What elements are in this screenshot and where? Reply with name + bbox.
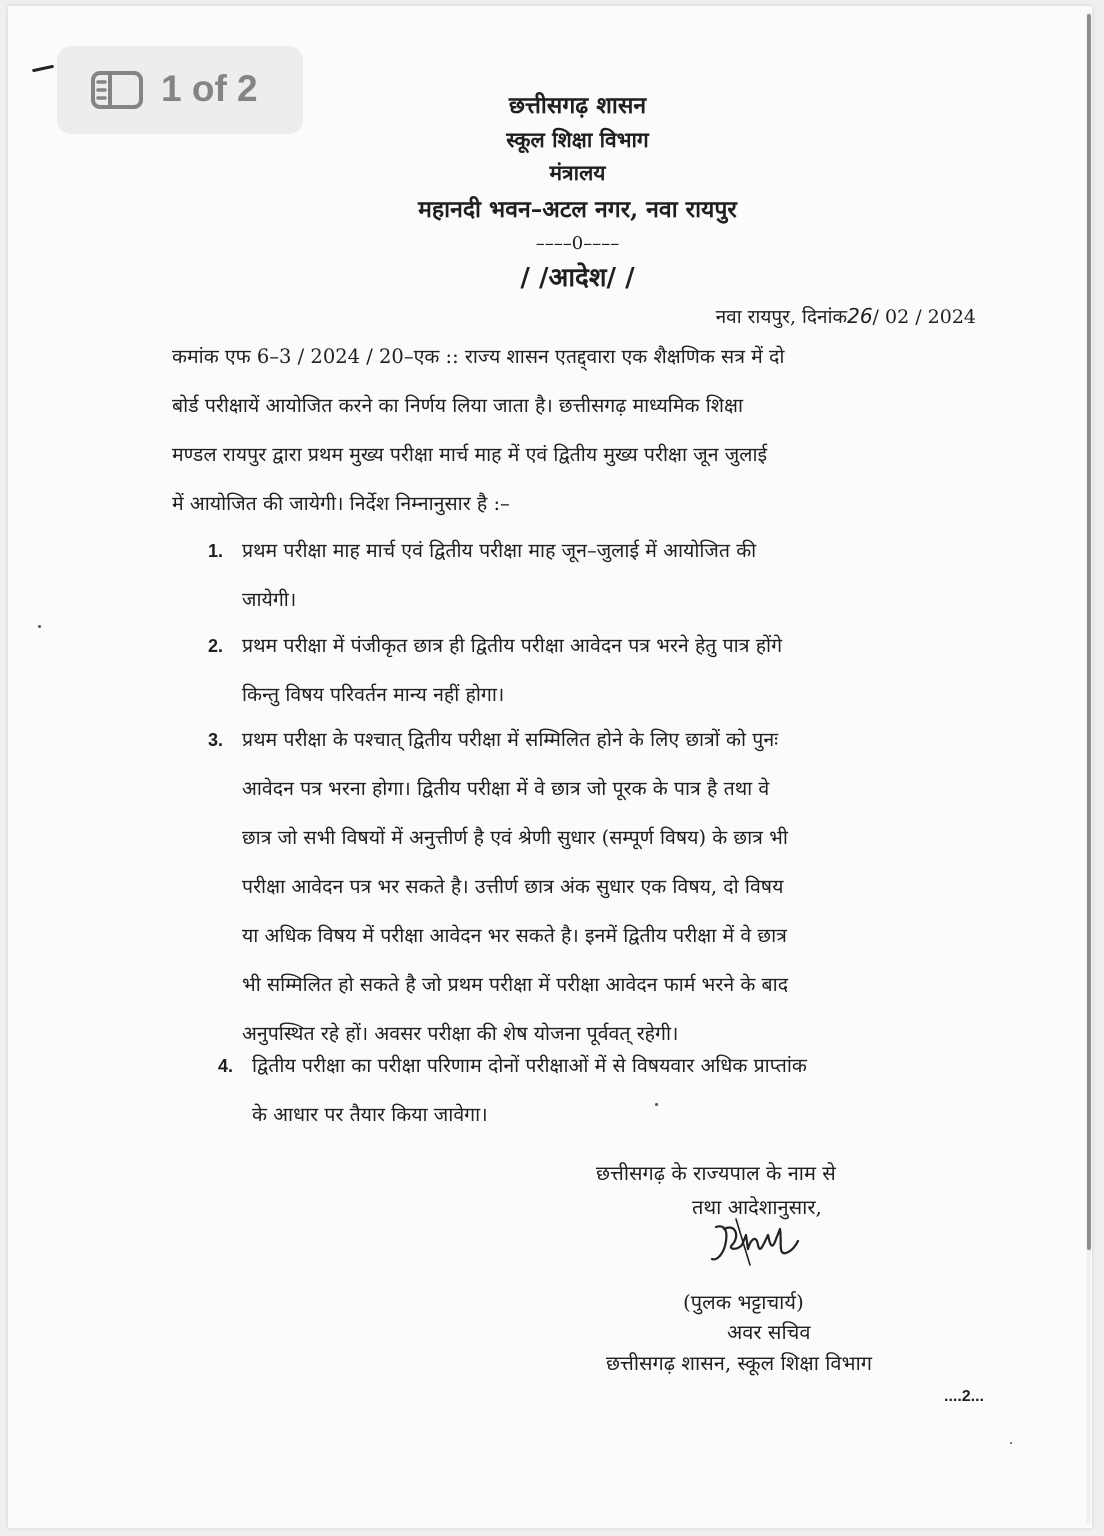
handwritten-signature (706, 1215, 802, 1273)
item-line: आवेदन पत्र भरना होगा। द्वितीय परीक्षा में वे छात्र जो पूरक के पात्र है तथा वे (242, 777, 770, 800)
intro-paragraph (172, 339, 984, 535)
heading-separator: ––––0–––– (535, 233, 620, 254)
intro-line: मण्डल रायपुर द्वारा प्रथम मुख्य परीक्षा मार्च माह में एवं द्वितीय मुख्य परीक्षा जून जुलाई (172, 443, 768, 466)
intro-line: बोर्ड परीक्षायें आयोजित करने का निर्णय लिया जाता है। छत्तीसगढ़ माध्यमिक शिक्षा (172, 394, 744, 417)
heading-address: महानदी भवन–अटल नगर, नवा रायपुर (418, 196, 737, 223)
heading-government: छत्तीसगढ़ शासन (508, 92, 647, 119)
signature-authority-line: छत्तीसगढ़ के राज्यपाल के नाम से (596, 1161, 836, 1185)
item-line: किन्तु विषय परिवर्तन मान्य नहीं होगा। (242, 683, 505, 706)
continuation-marker: ....2... (944, 1388, 985, 1405)
date-day-handwritten: 26 (847, 304, 873, 328)
item-line: प्रथम परीक्षा के पश्चात् द्वितीय परीक्षा में सम्मिलित होने के लिए छात्रों को पुनः (242, 728, 779, 751)
item-line: के आधार पर तैयार किया जावेगा। (252, 1103, 488, 1126)
intro-line: कमांक एफ 6–3 / 2024 / 20–एक :: राज्य शासन एतद्द्वारा एक शैक्षणिक सत्र में दो (172, 345, 785, 368)
item-line: प्रथम परीक्षा माह मार्च एवं द्वितीय परीक्षा माह जून–जुलाई में आयोजित की (242, 539, 757, 562)
date-line (610, 301, 976, 332)
item-number: 4. (218, 1056, 234, 1076)
heading-department: स्कूल शिक्षा विभाग (506, 127, 649, 152)
paper-speck (1010, 1442, 1012, 1444)
item-number: 1. (208, 541, 224, 561)
signatory-department: छत्तीसगढ़ शासन, स्कूल शिक्षा विभाग (606, 1351, 873, 1375)
order-title: / /आदेश/ / (520, 263, 635, 293)
signatory-designation: अवर सचिव (727, 1320, 811, 1344)
signatory-name: (पुलक भट्टाचार्य) (683, 1290, 804, 1314)
item-line: छात्र जो सभी विषयों में अनुत्तीर्ण है एवं श्रेणी सुधार (सम्पूर्ण विषय) के छात्र भी (242, 826, 788, 849)
date-month-year: / 02 / 2024 (872, 306, 976, 328)
paper-speck (38, 625, 41, 628)
heading-ministry: मंत्रालय (549, 160, 606, 185)
item-line: या अधिक विषय में परीक्षा आवेदन भर सकते है। इनमें द्वितीय परीक्षा में वे छात्र (242, 924, 787, 947)
item-number: 2. (208, 636, 224, 656)
signature-order-line: तथा आदेशानुसार, (692, 1195, 822, 1219)
page-indicator-label: 1 of 2 (161, 68, 258, 109)
item-line: अनुपस्थित रहे हों। अवसर परीक्षा की शेष योजना पूर्ववत् रहेगी। (242, 1022, 679, 1045)
item-number: 3. (208, 730, 224, 750)
intro-line: में आयोजित की जायेगी। निर्देश निम्नानुसार है :– (172, 492, 510, 515)
item-line: भी सम्मिलित हो सकते है जो प्रथम परीक्षा में परीक्षा आवेदन फार्म भरने के बाद (242, 973, 789, 996)
date-place-label: नवा रायपुर, दिनांक (715, 306, 848, 328)
item-line: प्रथम परीक्षा में पंजीकृत छात्र ही द्वितीय परीक्षा आवेदन पत्र भरने हेतु पात्र होंगे (242, 634, 783, 657)
item-line: द्वितीय परीक्षा का परीक्षा परिणाम दोनों परीक्षाओं में से विषयवार अधिक प्राप्तांक (252, 1054, 807, 1077)
paper-speck (655, 1103, 658, 1106)
item-line: परीक्षा आवेदन पत्र भर सकते है। उत्तीर्ण छात्र अंक सुधार एक विषय, दो विषय (242, 875, 784, 898)
item-line: जायेगी। (242, 588, 297, 611)
